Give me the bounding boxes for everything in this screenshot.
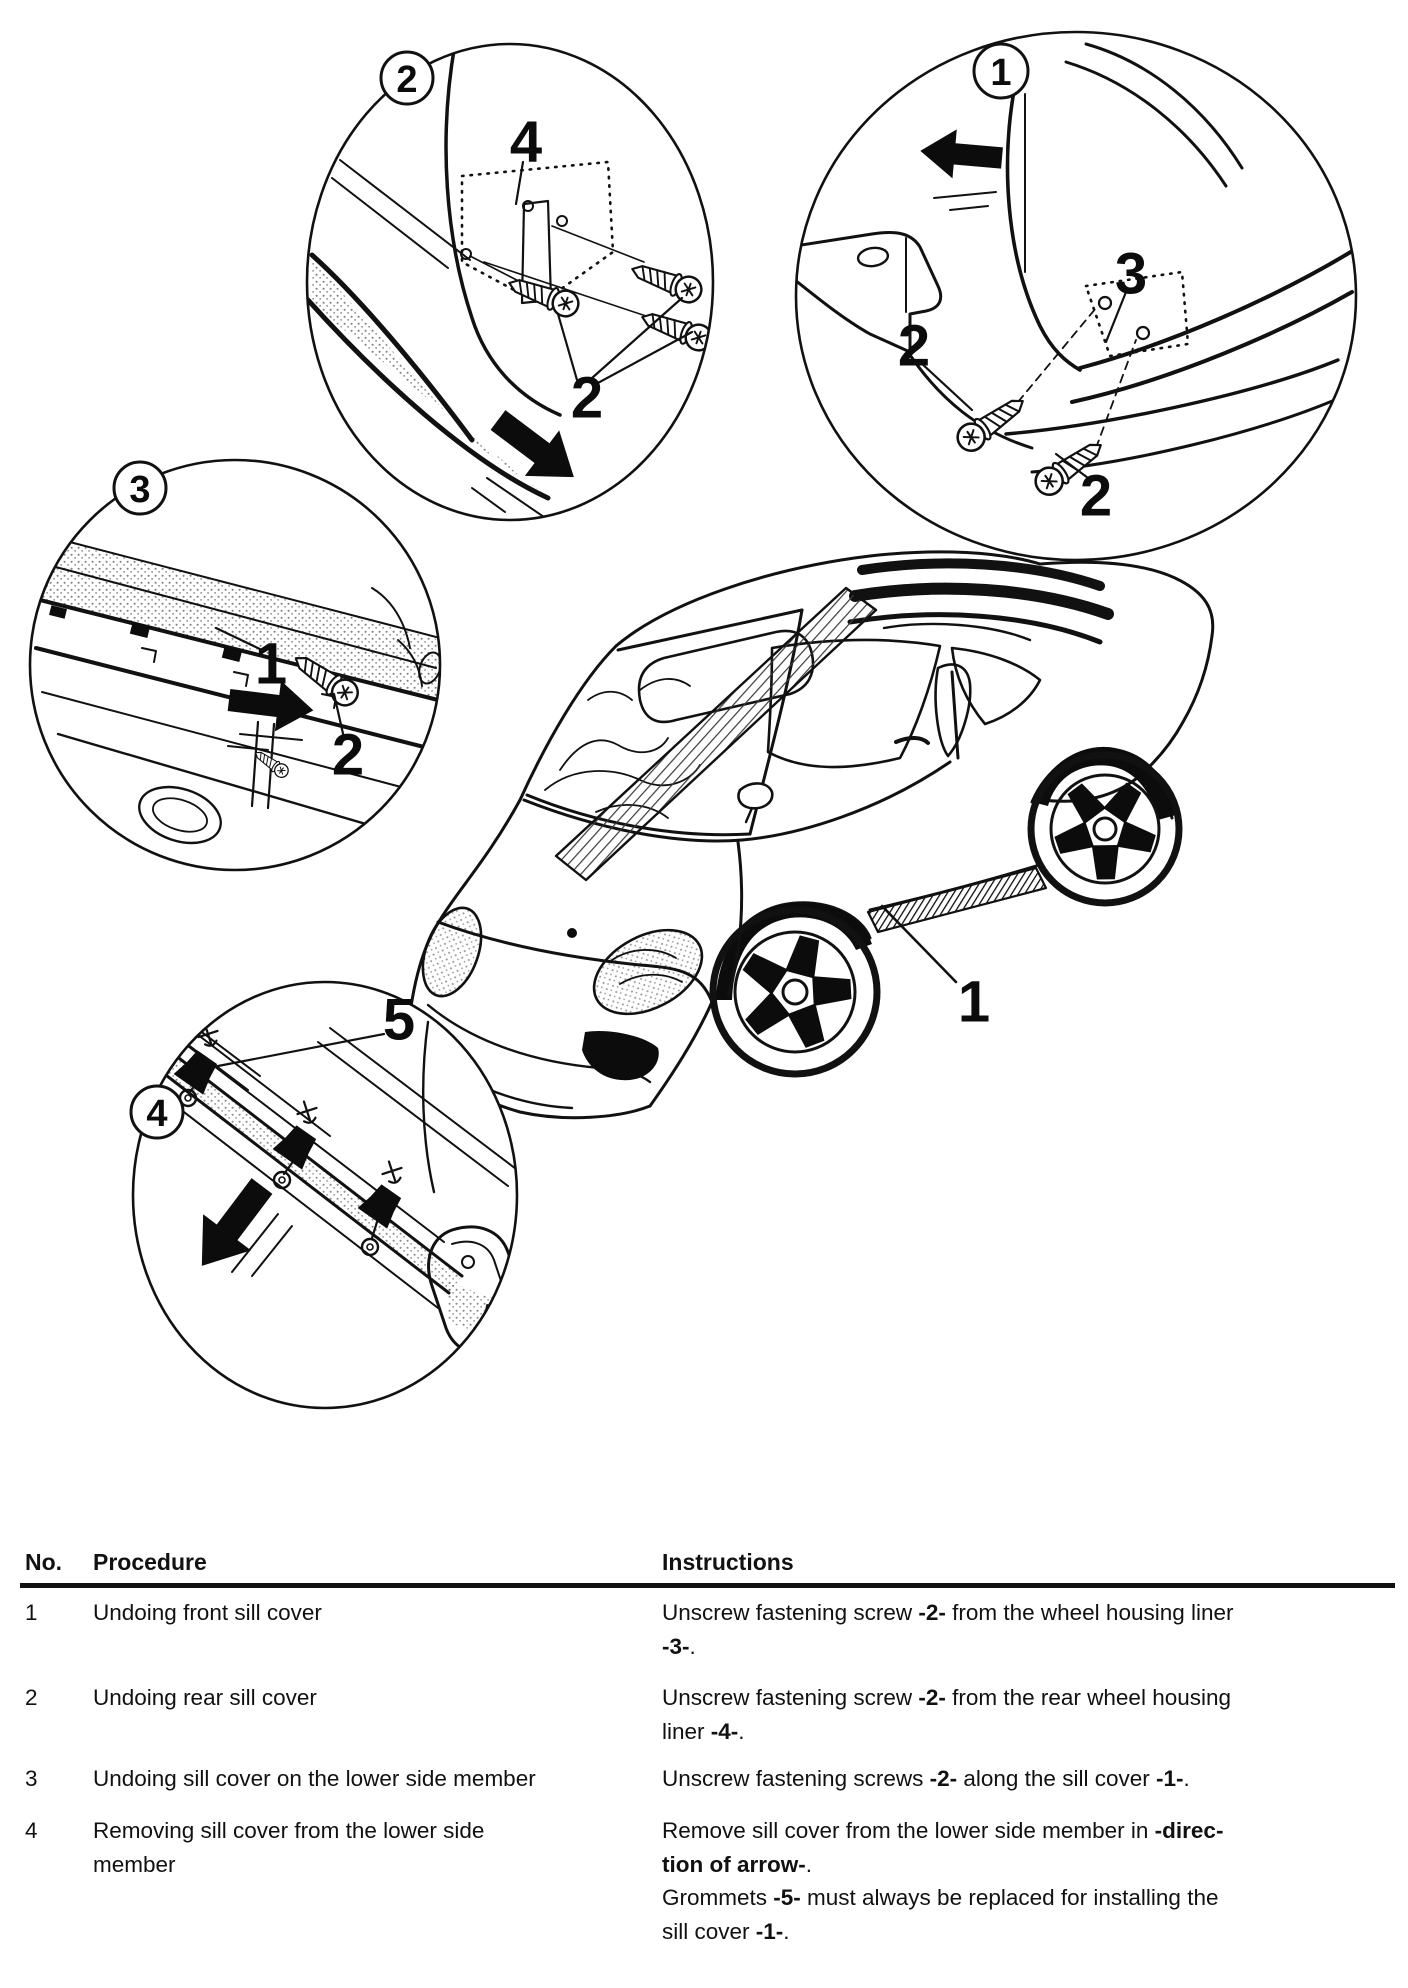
column-header-procedure: Procedure bbox=[93, 1549, 207, 1575]
car-hood-crest bbox=[567, 928, 577, 938]
car-headlight-left bbox=[412, 900, 492, 1004]
procedure-cell: Removing sill cover from the lower side member bbox=[93, 1818, 485, 1877]
car-door-handle bbox=[896, 738, 928, 743]
instructions-cell: Unscrew fastening screw -2- from the rear wheel housing liner -4-. bbox=[662, 1685, 1232, 1744]
detail-circle-removal bbox=[131, 982, 527, 1408]
car-quarter-glass bbox=[952, 648, 1040, 724]
car-front-wheel bbox=[713, 910, 877, 1074]
car-mirror bbox=[738, 783, 772, 808]
car-sill-cover-strip bbox=[868, 868, 1046, 932]
part-label: 2 bbox=[570, 365, 604, 431]
part-label: 2 bbox=[1079, 463, 1113, 529]
procedure-cell: Undoing front sill cover bbox=[93, 1600, 322, 1625]
svg-text:3: 3 bbox=[129, 469, 151, 511]
car-spoiler-stripe-2 bbox=[855, 589, 1108, 614]
car-bumper-intake bbox=[582, 1031, 659, 1080]
column-header-no: No. bbox=[25, 1549, 63, 1575]
car-headlight-right bbox=[580, 913, 716, 1031]
row-number-cell: 3 bbox=[25, 1766, 38, 1791]
procedure-cell: Undoing rear sill cover bbox=[93, 1685, 317, 1710]
instructions-cell: Remove sill cover from the lower side member in -direc- tion of arrow-. Grommets -5- must always be replaced for installing the sill cover -1-. bbox=[662, 1818, 1224, 1944]
part-label: 2 bbox=[897, 313, 931, 379]
car-windshield-bar bbox=[556, 588, 876, 880]
car-rear-right bbox=[1042, 636, 1212, 801]
column-header-instructions: Instructions bbox=[662, 1549, 794, 1575]
detail-badge-1 bbox=[974, 44, 1028, 98]
car-rear-deck-line bbox=[884, 624, 1030, 640]
part-label: 2 bbox=[331, 722, 365, 788]
part-label: 4 bbox=[509, 109, 543, 175]
car-spoiler-stripe-1 bbox=[862, 563, 1100, 586]
procedure-cell: Undoing sill cover on the lower side member bbox=[93, 1766, 536, 1791]
car-rear-wheel bbox=[1031, 755, 1179, 903]
car-illustration bbox=[408, 552, 1213, 1118]
instructions-cell: Unscrew fastening screw -2- from the wheel housing liner -3-. bbox=[662, 1600, 1234, 1659]
detail-badge-2 bbox=[381, 52, 433, 104]
car-part-label: 1 bbox=[957, 969, 991, 1035]
part-label: 5 bbox=[382, 987, 416, 1053]
table-header-rule bbox=[20, 1583, 1395, 1588]
detail-circle-rear-sill bbox=[307, 44, 715, 528]
part-label: 3 bbox=[1114, 241, 1148, 307]
detail-circle-side-member bbox=[30, 460, 445, 870]
car-mirror-stem bbox=[746, 808, 752, 822]
instructions-cell: Unscrew fastening screws -2- along the sill cover -1-. bbox=[662, 1766, 1190, 1791]
svg-text:1: 1 bbox=[990, 52, 1012, 94]
row-number-cell: 1 bbox=[25, 1600, 38, 1625]
detail-badge-4 bbox=[131, 1086, 183, 1138]
detail-badge-3 bbox=[114, 462, 166, 514]
row-number-cell: 2 bbox=[25, 1685, 38, 1710]
svg-text:2: 2 bbox=[396, 59, 418, 101]
svg-text:4: 4 bbox=[146, 1093, 168, 1135]
part-label: 1 bbox=[254, 631, 288, 697]
detail-circle-front-sill bbox=[795, 32, 1356, 560]
car-windshield-top bbox=[618, 610, 802, 650]
car-front-lower bbox=[650, 1002, 712, 1106]
row-number-cell: 4 bbox=[25, 1818, 38, 1843]
